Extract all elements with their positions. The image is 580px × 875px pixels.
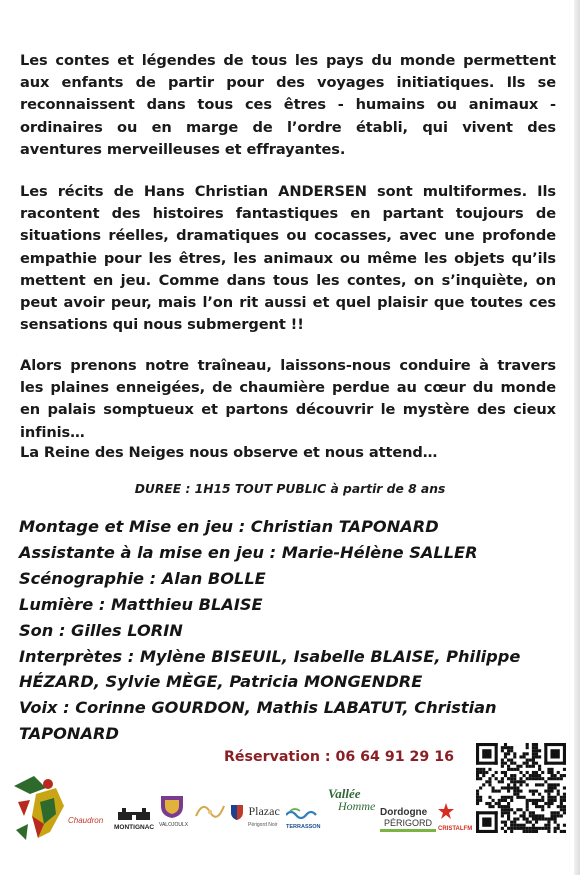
coat-of-arms-icon [159, 794, 185, 818]
waves-icon [286, 807, 320, 819]
credit-son: Son : Gilles LORIN [19, 620, 183, 640]
credits-list [19, 514, 559, 747]
credit-montage: Montage et Mise en jeu : Christian TAPONARD [19, 517, 439, 536]
credit-lumiere: Lumière : Matthieu BLAISE [19, 594, 263, 614]
green-underline [380, 829, 436, 832]
star-icon [438, 803, 454, 819]
qr-code[interactable] [476, 743, 566, 833]
credit-scenographie: Scénographie : Alan BOLLE [19, 568, 266, 588]
plazac-logo: $^{Plazac}$ Périgord Noir [230, 804, 280, 828]
intro-paragraph-3: Alors prenons notre traîneau, laissons-nous conduire à travers les plaines enneigées, de chaumière perdue au cœur du monde en palais somptueux et partons découvrir le mystère des cieux infinis… [20, 357, 556, 441]
vallee-homme-logo: Vallée Homme [328, 786, 376, 813]
shield-icon [230, 804, 244, 820]
credit-interpretes: Interprètes : Mylène BISEUIL, Isabelle BLAISE, Philippe HÉZARD, Sylvie MÈGE, Patricia MONGENDRE [19, 646, 521, 692]
page-edge-shadow [574, 0, 580, 875]
company-mascot-logo [10, 772, 70, 844]
sponsor-logos [10, 772, 480, 852]
ornate-script-logo [193, 796, 227, 826]
credit-voix: Voix : Corinne GOURDON, Mathis LABATUT, Christian TAPONARD [19, 698, 497, 744]
castle-icon [114, 804, 154, 820]
valojoulx-logo: VALOJOULX [159, 794, 188, 828]
montignac-logo: MONTIGNAC [114, 804, 154, 831]
intro-paragraph-4: La Reine des Neiges nous observe et nous attend… [20, 444, 438, 461]
reservation-phone: Réservation : 06 64 91 29 16 [224, 749, 454, 765]
intro-paragraph-2: Les récits de Hans Christian ANDERSEN sont multiformes. Ils racontent des histoires fantastiques en partant toujours de situations réelles, dramatiques ou cocasses, avec une profonde empathie pour les êtres, les animaux ou même les objets qu’ils mettent en jeu. Comme dans tous les contes, on s’inquiète, on peut avoir peur, mais l’on rit aussi et quel plaisir que toutes ces sensations qui nous submergent !! [20, 183, 556, 334]
intro-paragraph-1: Les contes et légendes de tous les pays du monde permettent aux enfants de partir pour des voyages initiatiques. Ils se reconnaissent dans tous ces êtres - humains ou animaux - ordinaires ou en marge de l’ordre établi, qui vivent des aventures merveilleuses et effrayantes. [20, 52, 556, 158]
credit-assistante: Assistante à la mise en jeu : Marie-Hélène SALLER [19, 542, 478, 562]
cristal-fm-logo: CRISTALFM [438, 802, 480, 838]
dordogne-perigord-logo: Dordogne PÉRIGORD [380, 808, 436, 832]
chaudron-logo: Chaudron [68, 816, 104, 825]
terrasson-logo: TERRASSON [286, 806, 321, 830]
duration-line: DUREE : 1H15 TOUT PUBLIC à partir de 8 ans [134, 482, 446, 496]
